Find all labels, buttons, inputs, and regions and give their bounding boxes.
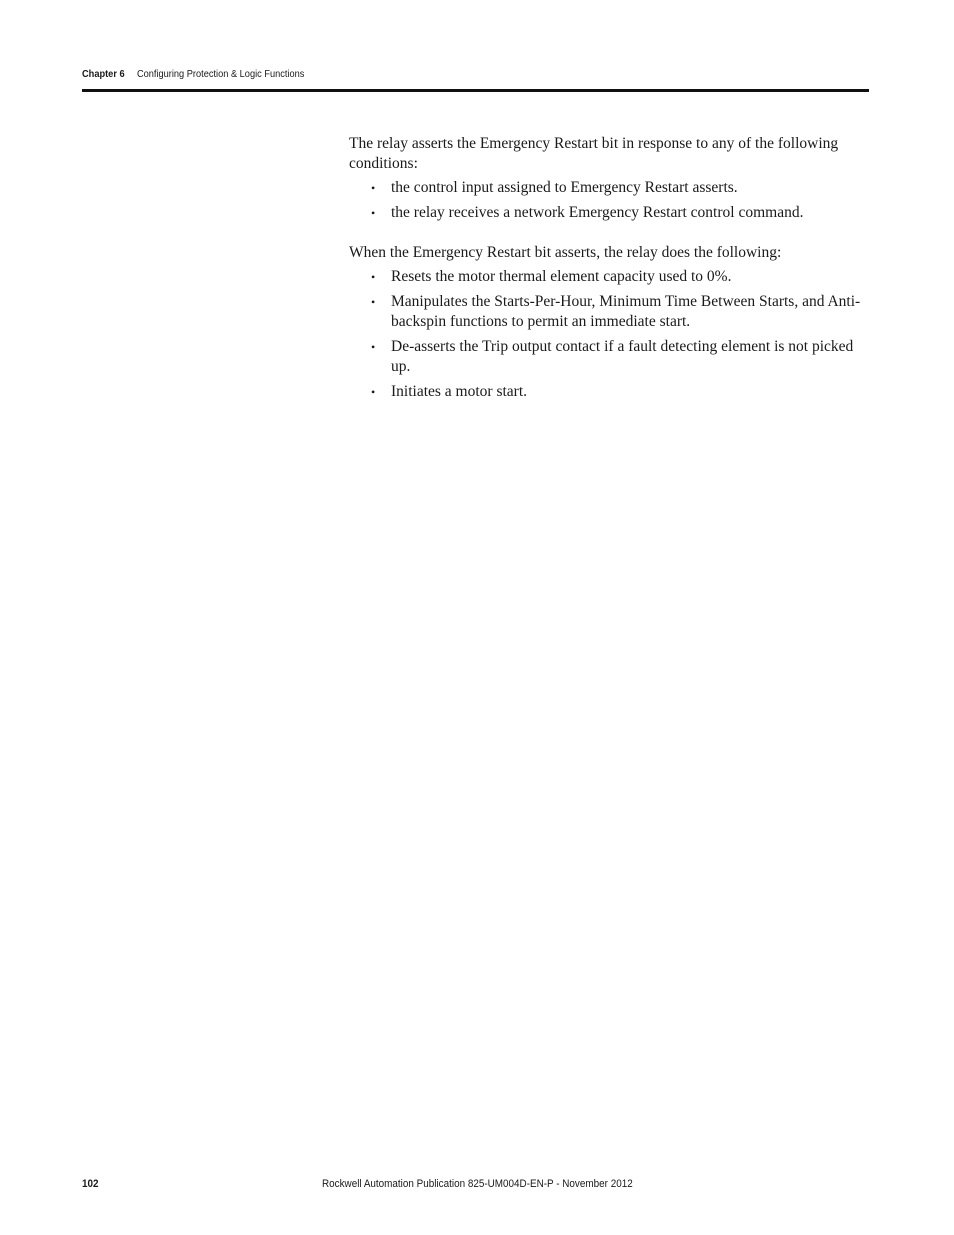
list-item xyxy=(349,203,864,223)
bullet-icon: • xyxy=(371,295,376,309)
list-item-text: the control input assigned to Emergency Restart asserts. xyxy=(391,179,738,196)
spacer xyxy=(349,228,864,243)
page-number: 102 xyxy=(82,1178,99,1190)
bullet-icon: • xyxy=(371,385,376,399)
list-item-text: Initiates a motor start. xyxy=(391,383,528,400)
bullet-icon: • xyxy=(371,270,376,284)
list-item xyxy=(349,382,864,402)
list-item xyxy=(349,178,864,198)
list-item xyxy=(349,337,864,377)
conditions-list xyxy=(349,178,864,223)
list-item-text: the relay receives a network Emergency Restart control command. xyxy=(391,204,804,221)
section-title: Configuring Protection & Logic Functions xyxy=(136,68,305,80)
list-item-text: Resets the motor thermal element capacity used to 0%. xyxy=(391,268,732,285)
bullet-icon: • xyxy=(371,206,376,220)
list-item xyxy=(349,292,864,332)
actions-paragraph: When the Emergency Restart bit asserts, the relay does the following: xyxy=(349,244,782,261)
bullet-icon: • xyxy=(371,181,376,195)
list-item-text: Manipulates the Starts-Per-Hour, Minimum Time Between Starts, and Anti-backspin functions to permit an immediate start. xyxy=(391,293,861,330)
bullet-icon: • xyxy=(371,340,376,354)
header-rule xyxy=(82,89,869,92)
main-content xyxy=(349,134,864,407)
actions-list xyxy=(349,267,864,402)
list-item-text: De-asserts the Trip output contact if a fault detecting element is not picked up. xyxy=(391,338,854,375)
running-header xyxy=(82,66,304,82)
intro-paragraph: The relay asserts the Emergency Restart bit in response to any of the following conditions: xyxy=(349,135,839,172)
list-item xyxy=(349,267,864,287)
chapter-label: Chapter 6 xyxy=(82,68,125,80)
publication-footer: Rockwell Automation Publication 825-UM004D-EN-P - November 2012 xyxy=(322,1178,633,1190)
